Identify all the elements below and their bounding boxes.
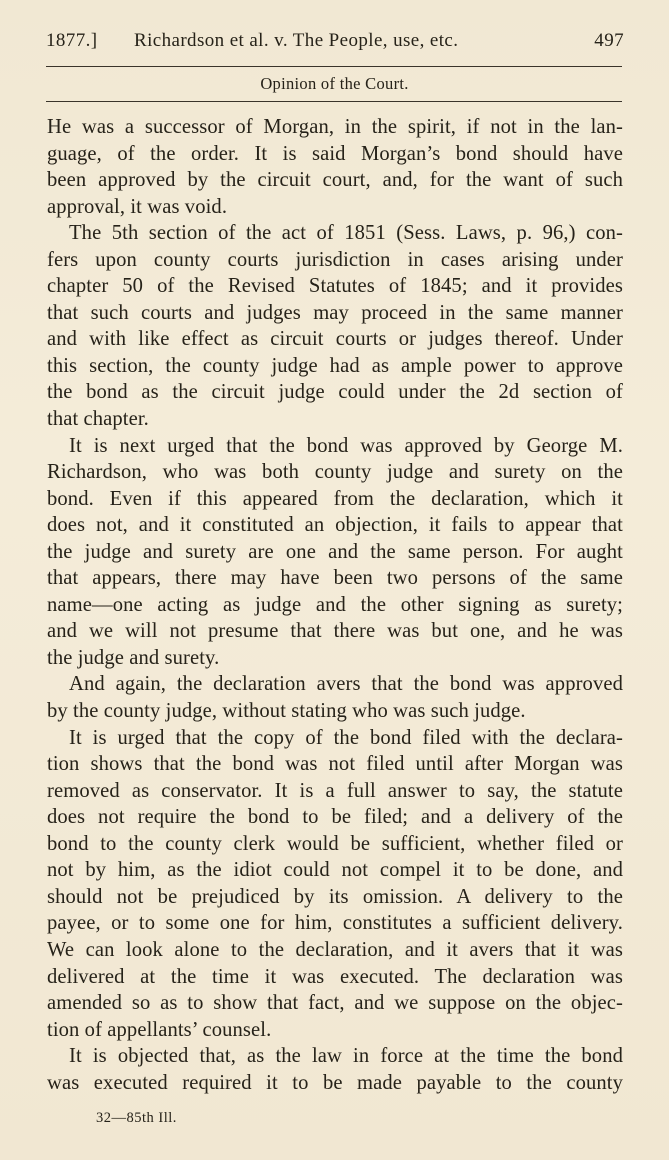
text-line: delivered at the time it was executed. The declaration was	[47, 965, 623, 988]
text-line: payee, or to some one for him, constitutes a sufficient delivery.	[47, 912, 623, 935]
running-head-case-title: Richardson et al. v. The People, use, etc.	[134, 30, 459, 51]
text-line: tion shows that the bond was not filed until after Morgan was	[47, 753, 623, 776]
text-line: fers upon county courts jurisdiction in cases arising under	[47, 248, 623, 271]
text-line: removed as conservator. It is a full answer to say, the statute	[47, 779, 623, 802]
text-line: chapter 50 of the Revised Statutes of 1845; and it provides	[47, 275, 623, 298]
text-line: does not, and it constituted an objection, it fails to appear that	[47, 514, 623, 537]
text-line: name—one acting as judge and the other signing as surety;	[47, 593, 623, 616]
text-line: been approved by the circuit court, and, for the want of such	[47, 169, 623, 192]
running-head-year: 1877.]	[46, 30, 98, 51]
text-line: that chapter.	[47, 408, 149, 431]
text-line: It is objected that, as the law in force at the time the bond	[69, 1045, 623, 1068]
page-number: 497	[594, 30, 624, 51]
text-line: was executed required it to be made payable to the county	[47, 1071, 623, 1094]
text-line: It is urged that the copy of the bond filed with the declara-	[69, 726, 623, 749]
text-line: and we will not presume that there was but one, and he was	[47, 620, 623, 643]
text-line: We can look alone to the declaration, and it avers that it was	[47, 938, 623, 961]
signature-mark: 32—85th Ill.	[96, 1110, 177, 1126]
text-line: this section, the county judge had as ample power to approve	[47, 354, 623, 377]
text-line: guage, of the order. It is said Morgan’s bond should have	[47, 142, 623, 165]
text-line: And again, the declaration avers that the bond was approved	[69, 673, 623, 696]
text-line: tion of appellants’ counsel.	[47, 1018, 272, 1041]
text-line: He was a successor of Morgan, in the spirit, if not in the lan-	[47, 116, 623, 138]
text-line: the judge and surety are one and the same person. For aught	[47, 540, 623, 563]
text-line: the judge and surety.	[47, 646, 220, 669]
text-line: It is next urged that the bond was approved by George M.	[69, 434, 623, 457]
text-line: does not require the bond to be filed; and a delivery of the	[47, 806, 623, 829]
text-line: bond to the county clerk would be sufficient, whether filed or	[47, 832, 623, 855]
text-line: should not be prejudiced by its omission. A delivery to the	[47, 885, 623, 908]
text-line: amended so as to show that fact, and we suppose on the objec-	[47, 992, 623, 1015]
text-line: that appears, there may have been two persons of the same	[47, 567, 623, 590]
opinion-text	[47, 114, 623, 1096]
text-line: the bond as the circuit judge could under the 2d section of	[47, 381, 623, 404]
running-head	[46, 30, 624, 60]
text-line: Richardson, who was both county judge and surety on the	[47, 461, 623, 484]
text-line: approval, it was void.	[47, 195, 228, 218]
header-rule-bottom	[46, 101, 622, 102]
text-line: by the county judge, without stating who was such judge.	[47, 700, 526, 723]
header-rule-top	[46, 66, 622, 67]
text-line: not by him, as the idiot could not compel it to be done, and	[47, 859, 623, 882]
text-line: The 5th section of the act of 1851 (Sess. Laws, p. 96,) con-	[69, 222, 623, 245]
text-line: and with like effect as circuit courts or judges thereof. Under	[47, 328, 623, 351]
section-heading: Opinion of the Court.	[260, 74, 409, 93]
text-line: that such courts and judges may proceed in the same manner	[47, 301, 623, 324]
text-line: bond. Even if this appeared from the declaration, which it	[47, 487, 623, 510]
